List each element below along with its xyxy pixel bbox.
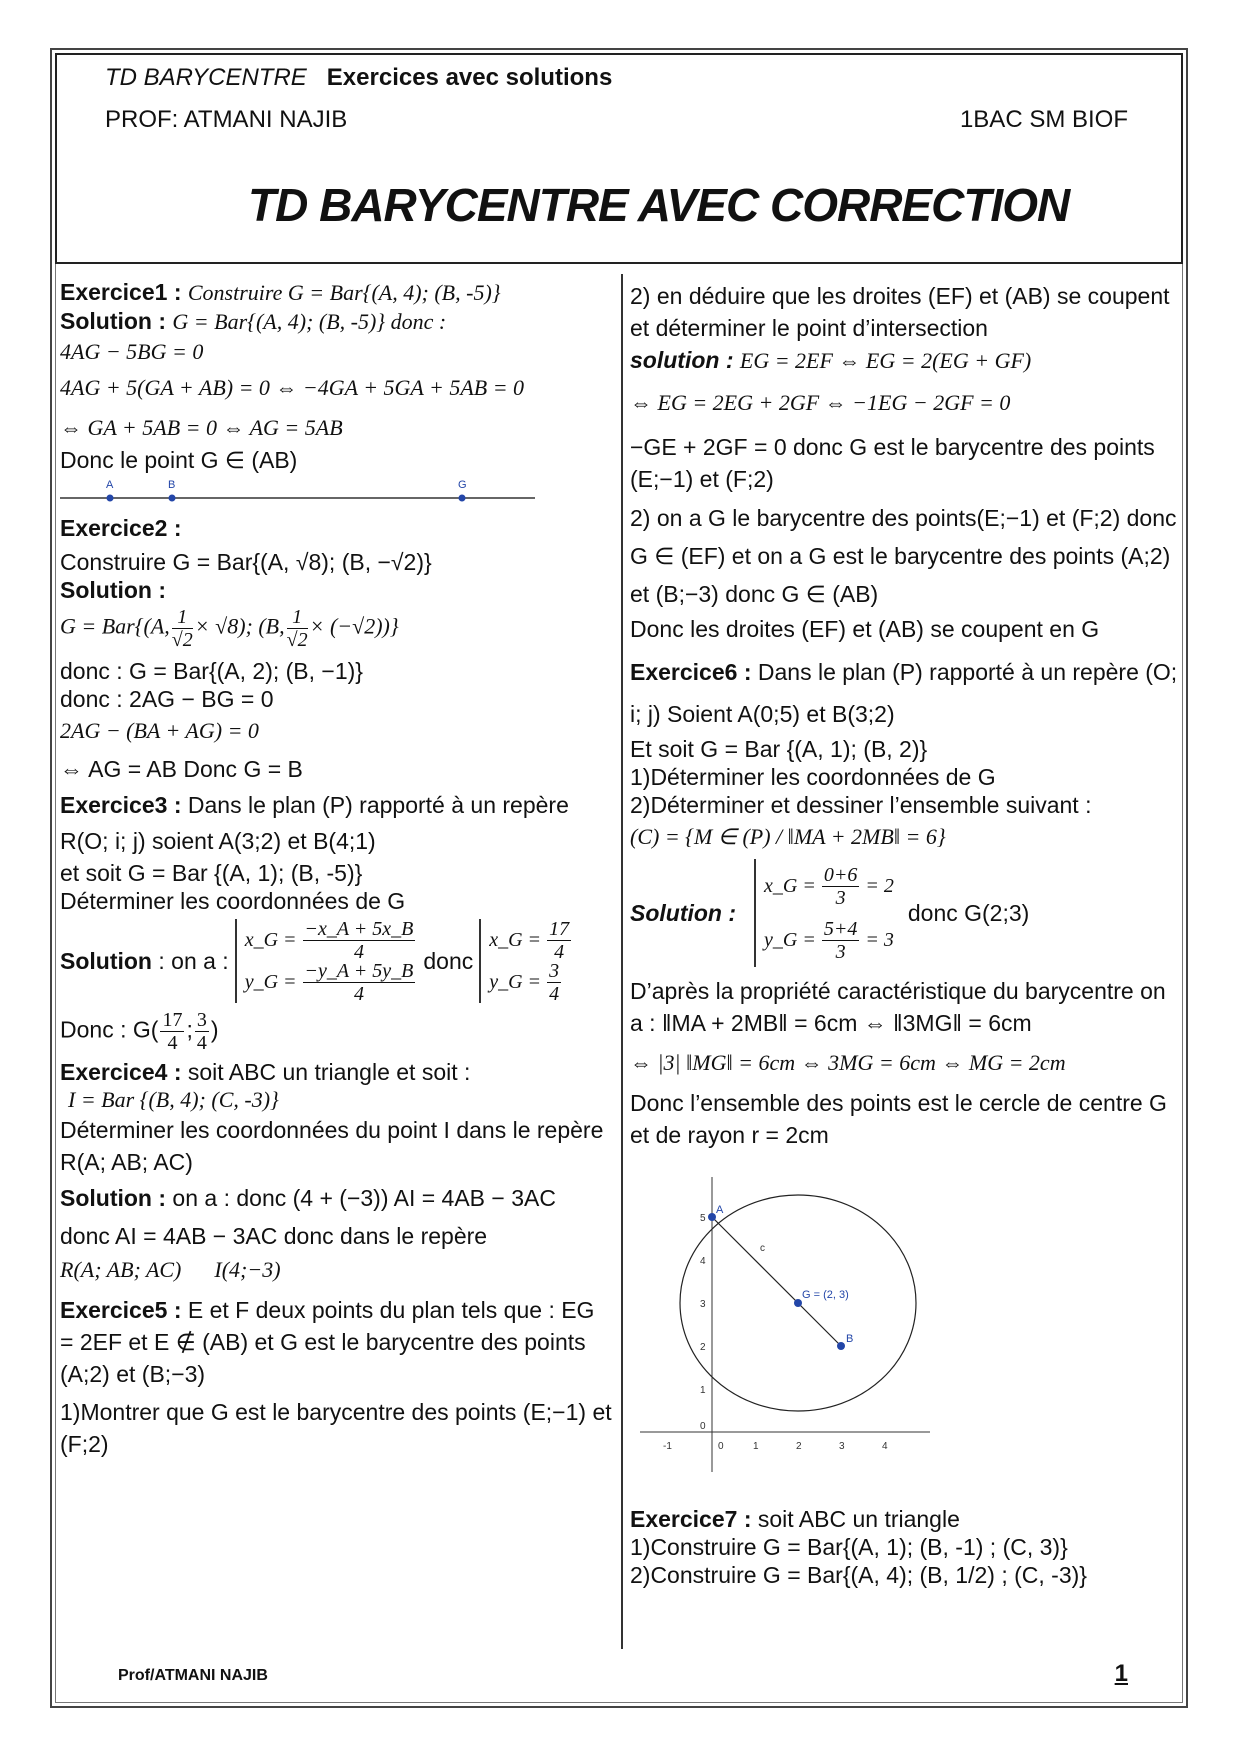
left-column [60,278,612,1460]
frac-num: 0+6 [823,863,858,886]
ex5-text: E et F deux points du plan tels que : EG = 2EF et E ∉ (AB) et G est le barycentre des points (A;2) et (B;−3) [60,1297,595,1387]
ex6-text5: (C) = {M ∈ (P) / ‖MA + 2MB‖ = 6} [630,824,946,849]
ex6-text4: 2)Déterminer et dessiner l’ensemble suivant : [630,792,1092,818]
ex3-xr-row [489,919,573,961]
ex5-text2: 1)Montrer que G est le barycentre des points (E;−1) et (F;2) [60,1399,612,1457]
ex1-solution [60,307,612,336]
ex2-line2: donc : G = Bar{(A, 2); (B, −1)} [60,658,363,684]
column-divider [621,274,623,1649]
graph-point-a [708,1213,716,1221]
ex3-text: Dans le plan (P) rapporté à un repère R(O; i; j) soient A(3;2) et B(4;1) [60,792,569,854]
ex3-xr: x_G = [489,929,542,951]
ex7-text2: 1)Construire G = Bar{(A, 1); (B, -1) ; (C, 3)} [630,1534,1068,1560]
ex2-line1 [60,606,612,651]
ex2-line1b: × √8); (B, [194,613,285,639]
ex4-solution-line2: donc AI = 4AB − 3AC donc dans le repère [60,1223,488,1249]
frac-num: −y_A + 5y_B [304,959,414,982]
frac-den: 4 [353,940,364,963]
header-level: 1BAC SM BIOF [959,106,1128,133]
ex3-text2: et soit G = Bar {(A, 1); (B, -5)} [60,860,363,886]
ex2-line5: ⇔ AG = AB Donc G = B [60,756,303,782]
point-g [459,495,466,502]
ex4-solution [60,1184,612,1212]
ex3-result-label: Donc : G [60,1016,151,1043]
ex5-question2: 2) en déduire que les droites (EF) et (AB) se coupent et déterminer le point d’intersection [630,283,1170,341]
frac-den: 3 [835,940,846,963]
ex3-result-x [160,1009,184,1054]
ex1-line3: ⇔ GA + 5AB = 0 ⇔ AG = 5AB [60,415,343,440]
ex4-heading: Exercice4 : [60,1059,182,1085]
y-tick-2: 2 [700,1342,706,1353]
ex4-solution-line1: on a : donc (4 + (−3)) AI = 4AB − 3AC [172,1185,556,1211]
ex1-line2: 4AG + 5(GA + AB) = 0 ⇔ −4GA + 5GA + 5AB = 0 [60,375,525,400]
label-g: G [458,479,467,491]
graph-point-b [837,1342,845,1350]
ex7-statement [630,1505,1178,1533]
ex3-xg-row [245,919,418,961]
sol5-line5: Donc les droites (EF) et (AB) se coupent en G [630,616,1100,642]
frac-num: 5+4 [823,917,858,940]
sol6-line1: D’après la propriété caractéristique du barycentre on a : ‖MA + 2MB‖ = 6cm ⇔ ‖3MG‖ = 6cm [630,978,1166,1036]
x-tick-m1: -1 [663,1441,672,1452]
ex7-text3: 2)Construire G = Bar{(A, 4); (B, 1/2) ; (C, -3)} [630,1562,1087,1588]
ex2-frac-b [287,606,308,651]
y-tick-3: 3 [700,1299,706,1310]
label-a: A [106,479,114,491]
graph-point-g [794,1299,802,1307]
ex3-on-a: : on a : [158,948,229,974]
y-tick-0: 0 [700,1421,706,1432]
y-ticks [700,1213,706,1432]
ex3-yr-frac [547,960,561,1005]
frac-den: 4 [353,982,364,1005]
ex2-heading: Exercice2 : [60,515,182,541]
ex3-text3: Déterminer les coordonnées de G [60,888,406,914]
frac-den: 4 [167,1032,178,1054]
sol6-line3: Donc l’ensemble des points est le cercle de centre G et de rayon r = 2cm [630,1090,1167,1148]
page-number: 1 [1114,1660,1128,1687]
frac-den: √2 [286,629,308,651]
graph-label-c: c [760,1243,765,1254]
header-subtitle: Exercices avec solutions [326,64,613,91]
frac-num: 3 [549,959,560,982]
td-label: TD BARYCENTRE [105,64,307,91]
header-line [105,64,612,92]
y-tick-5: 5 [700,1213,706,1224]
segment-ab [712,1217,841,1346]
ex1-line1: 4AG − 5BG = 0 [60,339,204,364]
frac-num: 1 [287,606,308,629]
right-column [630,280,1178,1589]
sol6-xg-row [764,859,894,913]
ex4-statement [60,1058,612,1086]
ex4-solution-heading: Solution : [60,1185,167,1211]
ex1-statement [60,278,612,307]
ex3-system [235,919,418,1003]
ex4-text3: Déterminer les coordonnées du point I dans le repère R(A; AB; AC) [60,1117,604,1175]
ex2-solution-heading: Solution : [60,577,167,603]
ex1-solution-heading: Solution : [60,308,167,334]
ex6-text: Dans le plan (P) rapporté à un repère (O; i; j) Soient A(0;5) et B(3;2) [630,659,1178,727]
x-tick-1: 1 [753,1441,759,1452]
point-a [107,495,114,502]
ex6-text2: Et soit G = Bar {(A, 1); (B, 2)} [630,736,928,762]
ex1-solution-text: G = Bar{(A, 4); (B, -5)} donc : [172,309,447,334]
ex3-xr-frac [547,918,571,963]
frac-den: 4 [554,940,565,963]
ex6-statement [630,651,1178,735]
ex6-heading: Exercice6 : [630,659,752,685]
frac-den: 4 [196,1032,207,1054]
ex3-result-y [195,1009,209,1054]
ex2-solution-row [60,576,612,604]
ex4-solution-line3: R(A; AB; AC) I(4;−3) [60,1257,281,1282]
sol6-system [754,859,894,967]
x-tick-4: 4 [882,1441,888,1452]
ex3-solution-heading: Solution [60,948,152,974]
sol6-line2: ⇔ |3| ‖MG‖ = 6cm ⇔ 3MG = 6cm ⇔ MG = 2cm [630,1050,1066,1075]
sol6-yg-row [764,913,894,967]
ex3-yg: y_G = [244,971,297,993]
ex2-line1c: × (−√2))} [309,613,399,639]
sol5-line2: ⇔ EG = 2EG + 2GF ⇔ −1EG − 2GF = 0 [630,390,1011,415]
page-title: TD BARYCENTRE AVEC CORRECTION [248,179,1070,231]
ex3-donc: donc [423,948,474,974]
frac-den: √2 [171,629,193,651]
sol5-heading: solution : [630,347,734,373]
ex3-yr-row [489,961,573,1003]
ex1-heading: Exercice1 : [60,279,182,305]
ex1-text: Construire G = Bar{(A, 4); (B, -5)} [187,280,501,305]
ex3-statement [60,787,612,859]
ex2-line3: donc : 2AG − BG = 0 [60,686,274,712]
sol6-heading: Solution : [630,900,737,926]
ex1-line4: Donc le point G ∈ (AB) [60,447,298,473]
x-ticks [663,1441,888,1452]
sol6-yg-result: = 3 [865,929,894,951]
y-tick-4: 4 [700,1256,706,1267]
ex3-result: Donc : G( $\frac{17}{4}$ ; $\frac{3}{4}$ ) [60,1009,219,1054]
sol6-xg: x_G = [764,875,816,897]
sol6-system-row [630,859,1178,967]
frac-num: 1 [172,606,193,629]
frac-den: 4 [549,982,560,1005]
sol6-xg-frac [822,864,860,909]
ex1-line-figure [60,474,550,508]
sol5-line4: 2) on a G le barycentre des points(E;−1) et (F;2) donc G ∈ (EF) et on a G est le barycentre des points (A;2) et (B;−3) donc G ∈ (AB) [630,505,1177,607]
label-b: B [168,479,176,491]
graph-label-a: A [716,1204,724,1216]
sol6-yg: y_G = [764,929,816,951]
frac-num: −x_A + 5x_B [304,917,414,940]
x-tick-0: 0 [718,1441,724,1452]
ex7-heading: Exercice7 : [630,1506,752,1532]
point-b [169,495,176,502]
ex5-statement [60,1294,612,1390]
graph-label-b: B [846,1333,854,1345]
x-tick-2: 2 [796,1441,802,1452]
ex3-xg-frac [303,918,416,963]
graph-label-g: G = (2, 3) [802,1289,849,1301]
y-tick-1: 1 [700,1385,706,1396]
sol6-xg-result: = 2 [865,875,894,897]
ex4-text: soit ABC un triangle et soit : [187,1059,471,1085]
sol5-line1 [630,346,1178,375]
frac-num: 17 [162,1009,183,1031]
sol6-yg-frac [822,918,860,963]
header-prof: PROF: ATMANI NAJIB [105,106,348,133]
ex3-solution [60,919,612,1003]
sol6-donc: donc G(2;3) [907,900,1030,926]
ex2-text: Construire G = Bar{(A, √8); (B, −√2)} [60,549,432,575]
ex3-yg-row [245,961,418,1003]
ex5-heading: Exercice5 : [60,1297,182,1323]
ex3-yr: y_G = [489,971,542,993]
ex3-heading: Exercice3 : [60,792,182,818]
frac-num: 17 [549,917,570,940]
ex3-yg-frac [303,960,416,1005]
ex7-text: soit ABC un triangle [757,1506,960,1532]
circle-graph [630,1157,950,1477]
ex2-heading-row [60,514,612,542]
footer-author: Prof/ATMANI NAJIB [118,1667,268,1684]
ex3-result-system [479,919,573,1003]
ex6-text3: 1)Déterminer les coordonnées de G [630,764,996,790]
ex4-text2: I = Bar {(B, 4); (C, -3)} [68,1087,279,1112]
sol5-line3: −GE + 2GF = 0 donc G est le barycentre des points (E;−1) et (F;2) [630,434,1155,492]
x-tick-3: 3 [839,1441,845,1452]
ex3-xg: x_G = [244,929,297,951]
frac-den: 3 [835,886,846,909]
ex2-frac-a [172,606,193,651]
ex2-line4: 2AG − (BA + AG) = 0 [60,718,259,743]
frac-num: 3 [196,1009,207,1031]
sol5-line1-text: EG = 2EF ⇔ EG = 2(EG + GF) [739,348,1032,373]
ex2-line1a: G = Bar{(A, [60,613,170,639]
